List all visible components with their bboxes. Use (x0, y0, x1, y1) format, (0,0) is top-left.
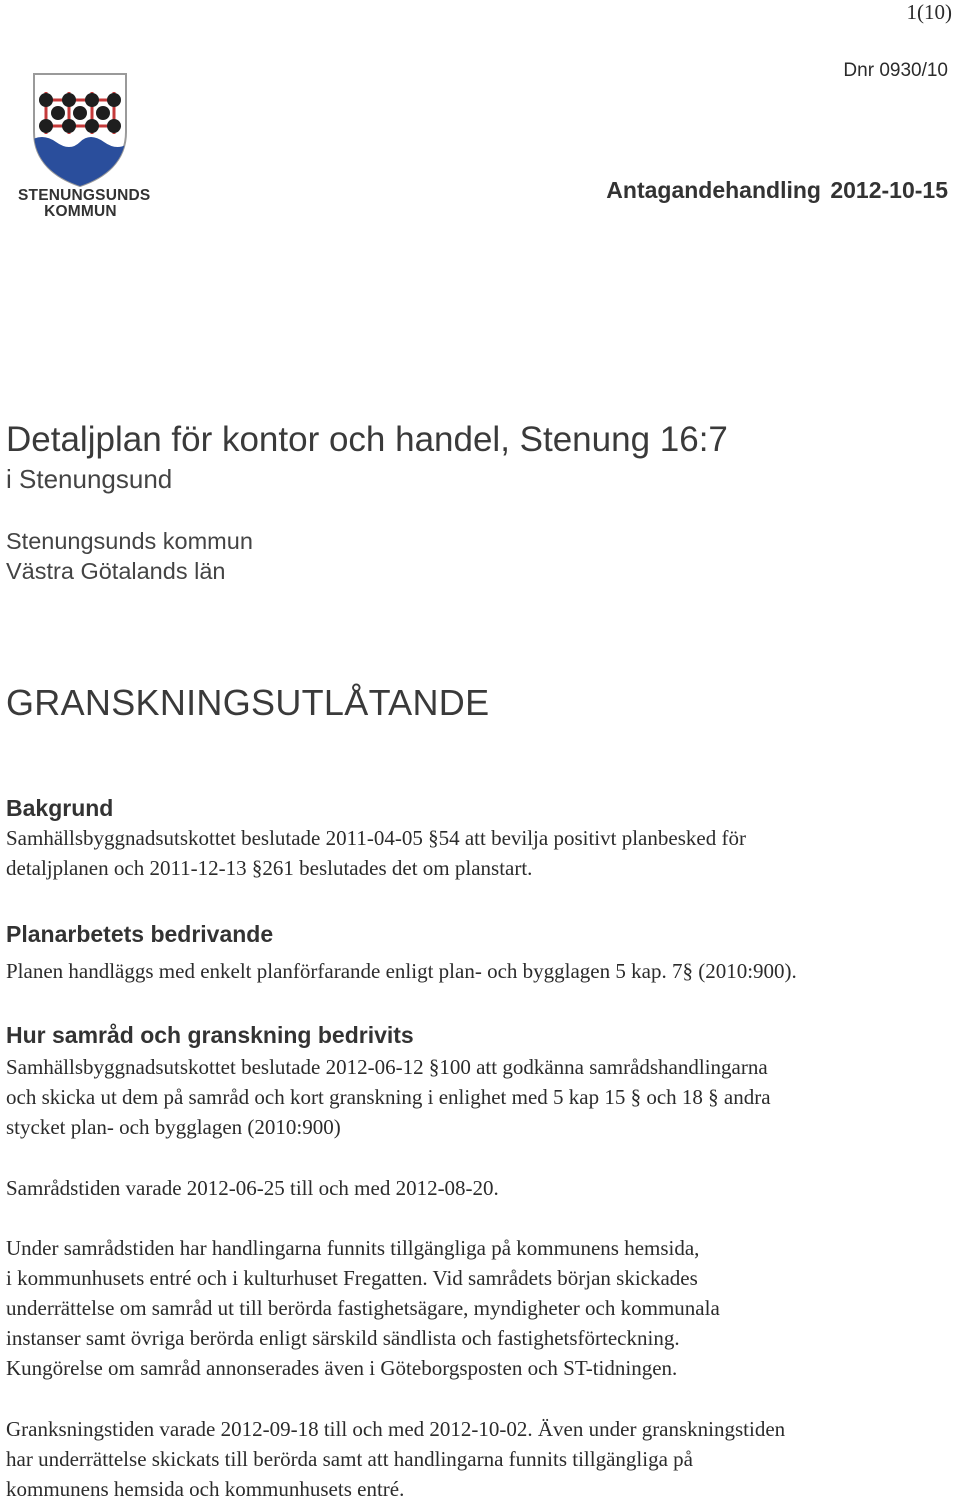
paragraph-samrad-3 (6, 1233, 956, 1383)
text-line: har underrättelse skickats till berörda samt att handlingarna funnits tillgängliga på (6, 1447, 693, 1471)
page-number: 1(10) (906, 0, 952, 24)
text-line: Under samrådstiden har handlingarna funnits tillgängliga på kommunens hemsida, (6, 1236, 700, 1260)
logo-text-line2: KOMMUN (44, 203, 117, 220)
text-line: Kungörelse om samråd annonserades även i Göteborgsposten och ST-tidningen. (6, 1356, 678, 1380)
section-heading-planarbetet: Planarbetets bedrivande (6, 921, 274, 947)
section-heading-bakgrund: Bakgrund (6, 795, 114, 821)
text-line: och skicka ut dem på samråd och kort granskning i enlighet med 5 kap 15 § och 18 § andra (6, 1085, 771, 1109)
document-reference: Dnr 0930/10 (843, 60, 948, 81)
text-line: Samhällsbyggnadsutskottet beslutade 2012-06-12 §100 att godkänna samrådshandlingarna (6, 1055, 768, 1079)
text-line: i kommunhusets entré och i kulturhuset Fregatten. Vid samrådets början skickades (6, 1266, 698, 1290)
coat-of-arms-icon (18, 70, 143, 190)
county-name: Västra Götalands län (6, 558, 226, 584)
text-line: stycket plan- och bygglagen (2010:900) (6, 1115, 341, 1139)
section-heading-samrad: Hur samråd och granskning bedrivits (6, 1022, 414, 1048)
text-line: instanser samt övriga berörda enligt särskild sändlista och fastighetsförteckning. (6, 1326, 680, 1350)
paragraph-planarbetet (6, 956, 956, 986)
document-status: Antagandehandling 2012-10-15 (606, 177, 948, 203)
paragraph-samrad-1 (6, 1052, 956, 1142)
municipality-logo (18, 70, 151, 220)
plan-title: Detaljplan för kontor och handel, Stenung 16:7 (6, 420, 728, 459)
logo-text-line1: STENUNGSUNDS (18, 187, 151, 204)
paragraph-bakgrund (6, 823, 956, 883)
plan-subtitle: i Stenungsund (6, 464, 173, 494)
text-line: Samrådstiden varade 2012-06-25 till och med 2012-08-20. (6, 1176, 499, 1200)
text-line: Granksningstiden varade 2012-09-18 till och med 2012-10-02. Även under granskningstiden (6, 1417, 786, 1441)
document-type-heading: GRANSKNINGSUTLÅTANDE (6, 682, 490, 723)
text-line: Samhällsbyggnadsutskottet beslutade 2011-04-05 §54 att bevilja positivt planbesked för (6, 826, 746, 850)
paragraph-samrad-4 (6, 1414, 956, 1504)
text-line: underrättelse om samråd ut till berörda fastighetsägare, myndigheter och kommunala (6, 1296, 720, 1320)
text-line: Planen handläggs med enkelt planförfarande enligt plan- och bygglagen 5 kap. 7§ (2010:900). (6, 959, 797, 983)
paragraph-samrad-2 (6, 1173, 956, 1203)
municipality-name: Stenungsunds kommun (6, 528, 253, 554)
text-line: kommunens hemsida och kommunhusets entré. (6, 1477, 405, 1501)
text-line: detaljplanen och 2011-12-13 §261 beslutades det om planstart. (6, 856, 533, 880)
